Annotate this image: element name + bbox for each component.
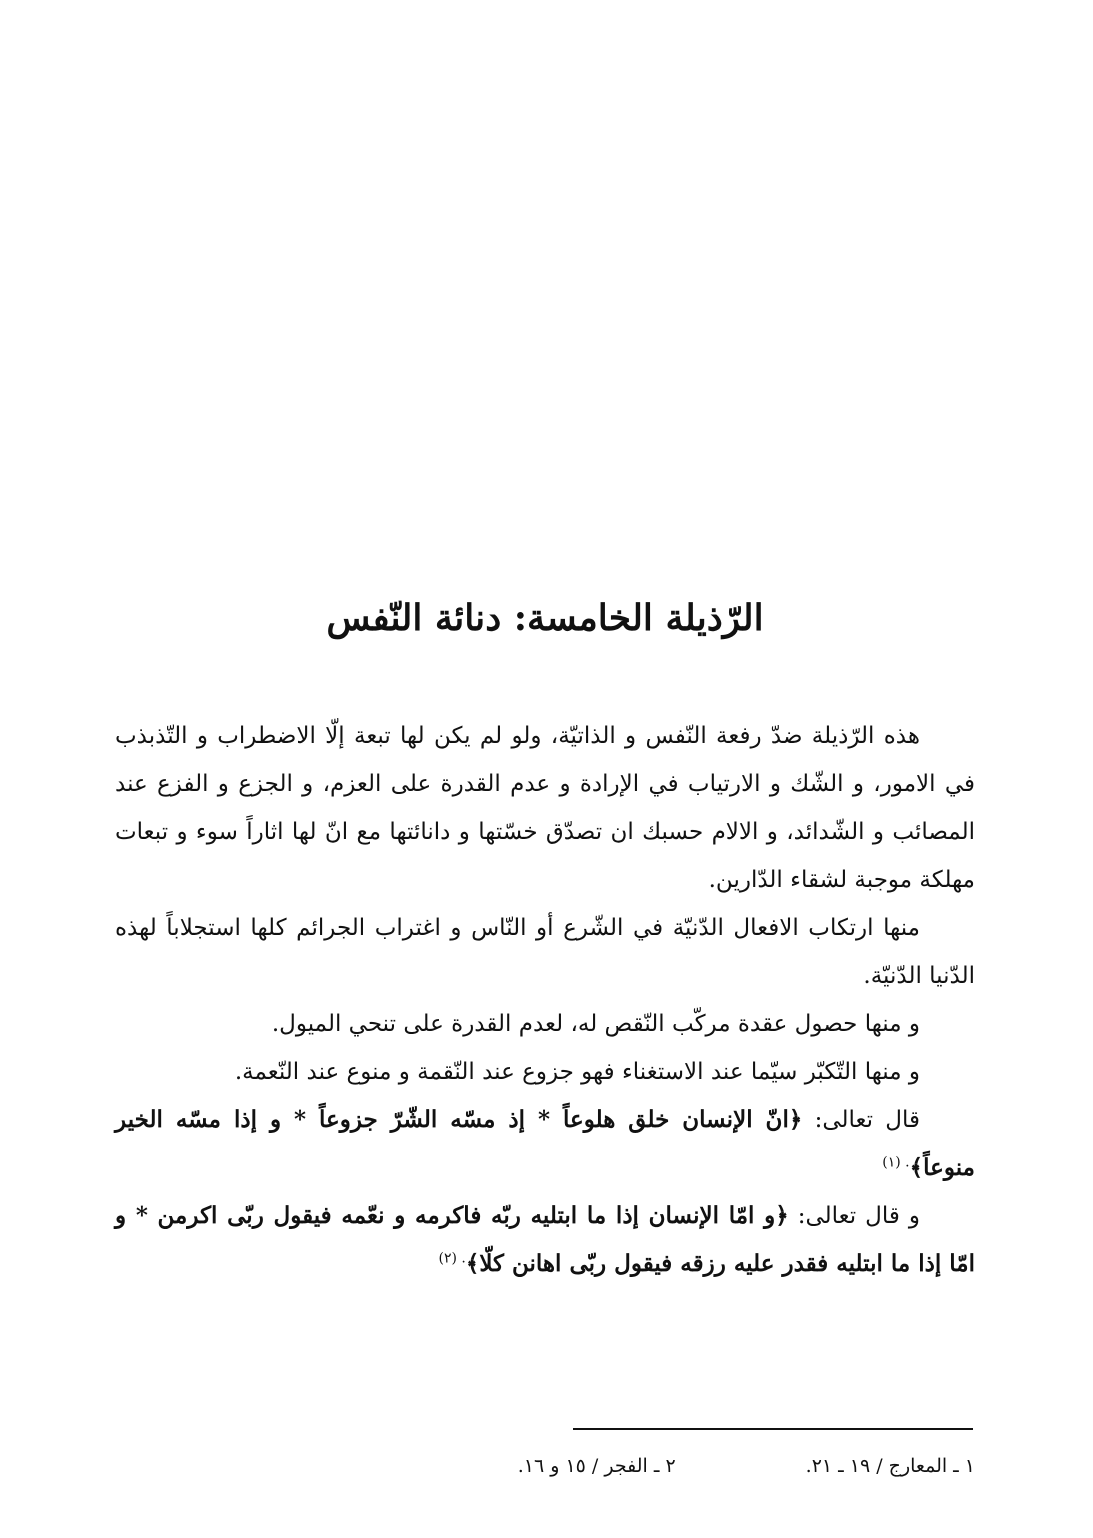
verse-intro: و قال تعالى: xyxy=(788,1203,920,1229)
paragraph-3: و منها حصول عقدة مركّب النّقص له، لعدم القدرة على تنحي الميول. xyxy=(271,1011,920,1037)
quran-verse: ﴿و امّا الإنسان إذا ما ابتليه ربّه فاكرمه و نعّمه فيقول ربّى اكرمن * و امّا إذا ما ابتليه فقدر عليه رزقه فيقول ربّى اهانن كلّا﴾ xyxy=(115,1202,975,1277)
paragraph-4: و منها التّكبّر سيّما عند الاستغناء فهو جزوع عند النّقمة و منوع عند النّعمة. xyxy=(234,1059,920,1085)
body-text xyxy=(115,712,975,1288)
paragraph-2: منها ارتكاب الافعال الدّنيّة في الشّرع أو النّاس و اغتراب الجرائم كلها استجلاباً لهذه الدّنيا الدّنيّة. xyxy=(115,915,975,989)
paragraph-1: هذه الرّذيلة ضدّ رفعة النّفس و الذاتيّة، ولو لم يكن لها تبعة إلّا الاضطراب و التّذبذب في الامور، و الشّك و الارتياب في الإرادة و عدم القدرة على العزم، و الجزع و الفزع عند المصائب و الشّدائد، و الالام حسبك ان تصدّق خسّتها و دانائتها مع انّ لها اثاراً سوء و تبعات مهلكة موجبة لشقاء الدّارين. xyxy=(115,723,975,893)
quran-verse: ﴿انّ الإنسان خلق هلوعاً * إذ مسّه الشّرّ جزوعاً * و إذا مسّه الخير منوعاً﴾ xyxy=(115,1106,975,1181)
footnote-reference: . (١) xyxy=(882,1154,910,1171)
paragraph-6 xyxy=(115,1192,975,1288)
page-title: الرّذيلة الخامسة: دنائة النّفس xyxy=(326,597,764,639)
footnote-2: ٢ ـ الفجر / ١٥ و ١٦. xyxy=(517,1455,676,1477)
footnotes xyxy=(300,1446,975,1486)
verse-intro: قال تعالى: xyxy=(802,1107,920,1133)
footnote-divider xyxy=(573,1428,973,1430)
footnote-1: ١ ـ المعارج / ١٩ ـ ٢١. xyxy=(805,1455,975,1477)
paragraph-5 xyxy=(115,1096,975,1192)
footnote-reference: . (٢) xyxy=(438,1250,466,1267)
